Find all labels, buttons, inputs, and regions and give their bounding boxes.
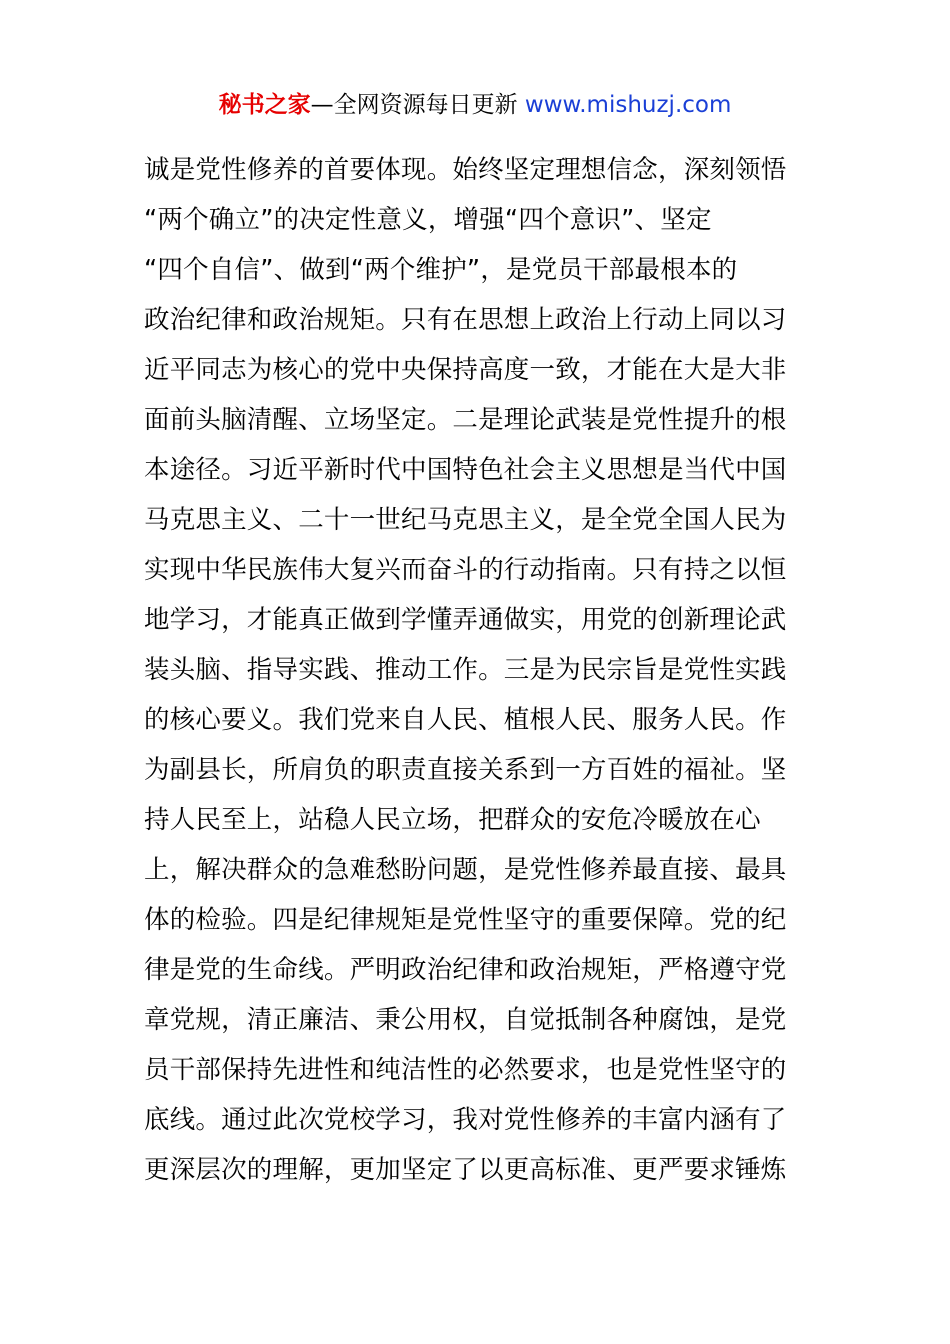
body-line: 持人民至上，站稳人民立场，把群众的安危冷暖放在心 (144, 805, 761, 835)
body-line: 体的检验。四是纪律规矩是党性坚守的重要保障。党的纪 (144, 905, 787, 935)
body-line: 地学习，才能真正做到学懂弄通做实，用党的创新理论武 (144, 605, 787, 635)
body-line: 为副县长，所肩负的职责直接关系到一方百姓的福祉。坚 (144, 755, 787, 785)
header-tagline: —全网资源每日更新 (310, 92, 525, 118)
body-line: 近平同志为核心的党中央保持高度一致，才能在大是大非 (144, 355, 787, 385)
header-brand: 秘书之家 (218, 92, 311, 118)
body-line: 章党规，清正廉洁、秉公用权，自觉抵制各种腐蚀，是党 (144, 1005, 787, 1035)
body-line: 本途径。习近平新时代中国特色社会主义思想是当代中国 (144, 455, 787, 485)
body-line: 政治纪律和政治规矩。只有在思想上政治上行动上同以习 (144, 305, 787, 335)
page-header (0, 86, 950, 124)
body-line: 诚是党性修养的首要体现。始终坚定理想信念，深刻领悟 (144, 155, 787, 185)
document-body (144, 145, 808, 1195)
body-line: 上，解决群众的急难愁盼问题，是党性修养最直接、最具 (144, 855, 787, 885)
body-line: 律是党的生命线。严明政治纪律和政治规矩，严格遵守党 (144, 955, 787, 985)
body-line: 员干部保持先进性和纯洁性的必然要求，也是党性坚守的 (144, 1055, 787, 1085)
body-line: 底线。通过此次党校学习，我对党性修养的丰富内涵有了 (144, 1105, 787, 1135)
body-line: 实现中华民族伟大复兴而奋斗的行动指南。只有持之以恒 (144, 555, 787, 585)
header-url-link[interactable]: www.mishuzj.com (524, 92, 732, 118)
body-line: 马克思主义、二十一世纪马克思主义，是全党全国人民为 (144, 505, 787, 535)
body-line: 更深层次的理解，更加坚定了以更高标准、更严要求锤炼 (144, 1155, 787, 1185)
body-line: 的核心要义。我们党来自人民、植根人民、服务人民。作 (144, 705, 787, 735)
body-line: “两个确立”的决定性意义，增强“四个意识”、坚定 (144, 205, 712, 235)
body-line: “四个自信”、做到“两个维护”，是党员干部最根本的 (144, 255, 738, 285)
body-line: 面前头脑清醒、立场坚定。二是理论武装是党性提升的根 (144, 405, 787, 435)
body-line: 装头脑、指导实践、推动工作。三是为民宗旨是党性实践 (144, 655, 787, 685)
